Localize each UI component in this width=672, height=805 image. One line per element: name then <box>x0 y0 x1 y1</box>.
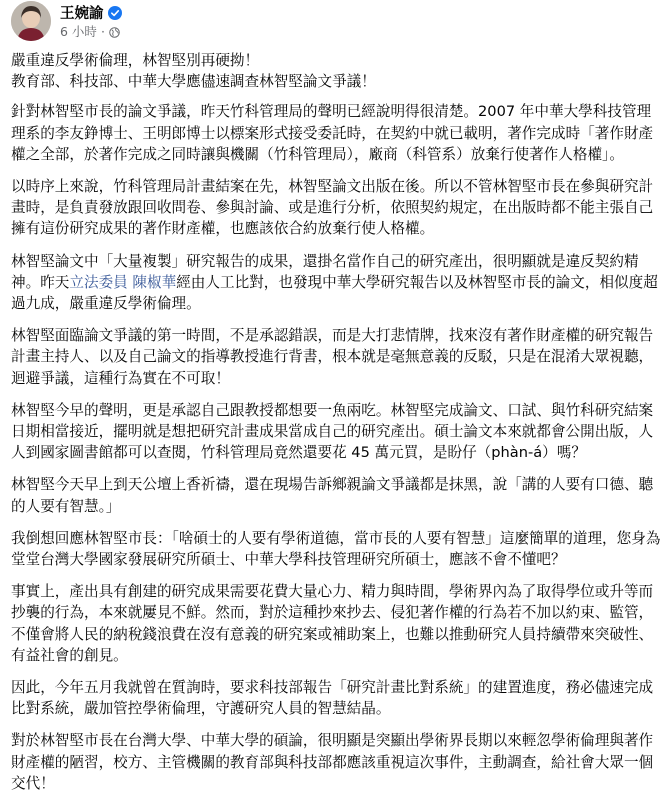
post-paragraph-3: 以時序上來說，竹科管理局計畫結案在先，林智堅論文出版在後。所以不管林智堅市長在參與研究計畫時，是負責發放跟回收問卷、參與討論、或是進行分析，依照契約規定，在出版時都不能主張自己擁有這份研究成果的著作財產權，也應該依合約放棄行使人格權。 <box>11 178 654 238</box>
post-paragraph-8: 我倒想回應林智堅市長：「啥碩士的人要有學術道德，當市長的人要有智慧」這麼簡單的道理，您身為堂堂台灣大學國家發展研究所碩士、中華大學科技管理研究所碩士，應該不會不懂吧？ <box>11 529 661 569</box>
post-paragraph-2: 針對林智堅市長的論文爭議，昨天竹科管理局的聲明已經說明得很清楚。2007 年中華大學科技管理理系的李友錚博士、王明郎博士以標案形式接受委託時，在契約中就已載明，著作完成時「著作財產權之全部，於著作完成之同時讓與機關（竹科管理局），廠商（科管系）放棄行使著作人格權」。 <box>11 103 654 163</box>
post-paragraph-6: 林智堅今早的聲明，更是承認自己跟教授都想要一魚兩吃。林智堅完成論文、口試、與竹科研究結案日期相當接近，擺明就是想把研究計畫成果當成自己的研究產出。碩士論文本來就都會公開出版，人人到國家圖書館都可以查閱，竹科管理局竟然還要花 45 萬元買，是盼仔（phàn-á）嗎？ <box>11 401 654 462</box>
post-paragraph-5: 林智堅面臨論文爭議的第一時間，不是承認錯誤，而是大打悲情牌，找來沒有著作財產權的研究報告計畫主持人、以及自己論文的指導教授進行背書，根本就是毫無意義的反駁，只是在混淆大眾視聽，迴避爭議，這種行為實在不可取！ <box>11 327 654 387</box>
post-paragraph-11: 對於林智堅市長在台灣大學、中華大學的碩論，很明顯是突顯出學術界長期以來輕忽學術倫理與著作財產權的陋習，校方、主管機關的教育部與科技部都應該重視這次事件，主動調查，給社會大眾一個交代！ <box>11 732 654 792</box>
timestamp-row <box>60 22 122 40</box>
post-body <box>11 50 663 805</box>
post-paragraph-9: 事實上，產出具有創建的研究成果需要花費大量心力、精力與時間，學術界內為了取得學位或升等而抄襲的行為，本來就屢見不鮮。然而，對於這種抄來抄去、侵犯著作權的行為若不加以約束、監管，不僅會將人民的納稅錢浪費在沒有意義的研究案或補助案上，也難以推動研究人員持續帶來突破性、有益社會的創見。 <box>11 583 654 664</box>
post-meta <box>60 2 122 40</box>
separator-dot: · <box>100 23 105 39</box>
paragraph-4-text-after: 經由人工比對，也發現中華大學研究報告以及林智堅市長的論文，相似度超過九成，嚴重違反學術倫理。 <box>11 273 658 313</box>
author-row <box>60 2 122 22</box>
post-paragraph-1: 嚴重違反學術倫理，林智堅別再硬拗！ 教育部、科技部、中華大學應儘速調查林智堅論文爭議！ <box>11 52 376 91</box>
verified-badge-icon <box>108 5 122 19</box>
post-header <box>11 0 122 42</box>
post-timestamp[interactable]: 6 小時 <box>60 24 97 39</box>
mention-link[interactable]: 立法委員 陳椒華 <box>69 273 177 291</box>
avatar[interactable] <box>11 1 51 41</box>
post-paragraph-7: 林智堅今天早上到天公壇上香祈禱，還在現場告訴鄉親論文爭議都是抹黑，說「講的人要有口德、聽的人要有智慧。」 <box>11 476 654 515</box>
author-name[interactable]: 王婉諭 <box>60 5 104 22</box>
globe-icon[interactable] <box>109 26 120 37</box>
post-paragraph-10: 因此，今年五月我就曾在質詢時，要求科技部報告「研究計畫比對系統」的建置進度，務必儘速完成比對系統，嚴加管控學術倫理，守護研究人員的智慧結晶。 <box>11 679 654 718</box>
paragraph-4-text-before: 林智堅論文中「大量複製」研究報告的成果，還掛名當作自己的研究產出，很明顯就是違反契約精神。昨天 <box>11 252 639 291</box>
post-paragraph-4 <box>11 251 663 315</box>
